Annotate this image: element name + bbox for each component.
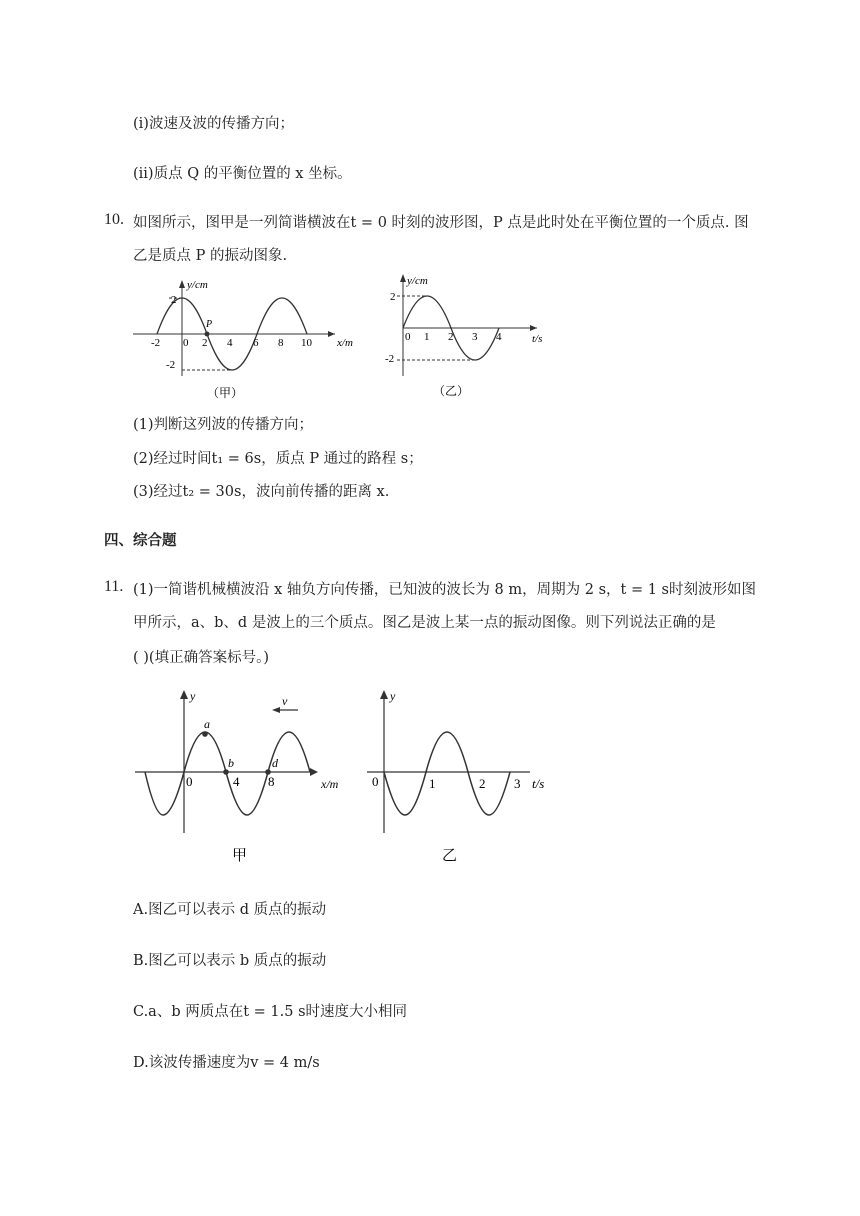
y-axis-label: y (190, 689, 196, 703)
tick-label: 4 (227, 337, 233, 349)
point-b-label: b (228, 756, 234, 770)
sub-question-3: (3)经过t₂ = 30s，波向前传播的距离 x. (133, 484, 390, 500)
question-stem-line: 甲所示，a、b、d 是波上的三个质点。图乙是波上某一点的振动图像。则下列说法正确的是 (133, 615, 716, 631)
velocity-label: v (282, 694, 288, 708)
y-axis-label: y (390, 689, 396, 703)
x-axis-label: t/s (532, 333, 543, 345)
tick-label: 0 (186, 774, 193, 789)
tick-label: 2 (390, 291, 396, 303)
wave-graph-jia-q11 (130, 688, 360, 868)
vibration-curve (384, 732, 510, 815)
q9-part-i: (i)波速及波的传播方向； (133, 116, 294, 132)
tick-label: 3 (514, 776, 521, 791)
point-p-label: P (206, 319, 213, 330)
sub-question-2: (2)经过时间t₁ = 6s，质点 P 通过的路程 s； (133, 451, 423, 467)
tick-label: 4 (233, 774, 240, 789)
vibration-graph-yi-q11 (362, 688, 562, 868)
tick-label: 0 (372, 774, 379, 789)
question-stem-line: 乙是质点 P 的振动图象. (133, 248, 288, 264)
option-a: A.图乙可以表示 d 质点的振动 (133, 902, 327, 918)
tick-label: 8 (268, 774, 275, 789)
tick-label: 2 (202, 337, 208, 349)
option-c: C.a、b 两质点在t = 1.5 s时速度大小相同 (133, 1004, 408, 1020)
tick-label: -2 (166, 359, 176, 371)
tick-label: 1 (424, 331, 430, 343)
option-b: B.图乙可以表示 b 质点的振动 (133, 953, 327, 969)
figure-caption: 甲 (232, 846, 248, 864)
question-stem-line: (1)一简谐机械横波沿 x 轴负方向传播，已知波的波长为 8 m，周期为 2 s，t = 1 s时刻波形如图 (133, 582, 756, 598)
x-axis-label: x/m (321, 777, 339, 791)
x-axis-label: x/m (337, 337, 353, 349)
y-axis-label: y/cm (187, 279, 208, 291)
tick-label: 6 (253, 337, 259, 349)
y-axis-label: y/cm (407, 275, 428, 287)
vibration-graph-yi (385, 272, 555, 402)
wave-graph-jia (125, 276, 365, 406)
tick-label: 1 (429, 776, 436, 791)
tick-label: 10 (301, 337, 312, 349)
q9-part-ii: (ii)质点 Q 的平衡位置的 x 坐标。 (133, 166, 352, 182)
section-title: 四、综合题 (104, 532, 177, 549)
point-d-label: d (272, 756, 278, 770)
question-number: 11. (104, 578, 124, 595)
figure-caption: 乙 (442, 846, 458, 864)
tick-label: 8 (278, 337, 284, 349)
tick-label: 2 (171, 294, 177, 306)
tick-label: -2 (151, 337, 161, 349)
tick-label: 0 (183, 337, 189, 349)
figure-caption: （甲） (207, 386, 244, 400)
tick-label: 4 (496, 331, 502, 343)
tick-label: -2 (385, 353, 395, 365)
point-a-label: a (204, 717, 210, 731)
question-stem-line: ( )(填正确答案标号。) (133, 650, 269, 666)
question-number: 10. (104, 211, 124, 228)
tick-label: 0 (405, 331, 411, 343)
option-d: D.该波传播速度为v = 4 m/s (133, 1055, 320, 1071)
tick-label: 2 (479, 776, 486, 791)
figure-caption: （乙） (433, 384, 470, 398)
sub-question-1: (1)判断这列波的传播方向； (133, 417, 314, 433)
tick-label: 3 (472, 331, 478, 343)
x-axis-label: t/s (532, 776, 545, 791)
tick-label: 2 (448, 331, 454, 343)
question-stem-line: 如图所示，图甲是一列简谐横波在t = 0 时刻的波形图，P 点是此时处在平衡位置的一个质点. 图 (133, 215, 749, 231)
